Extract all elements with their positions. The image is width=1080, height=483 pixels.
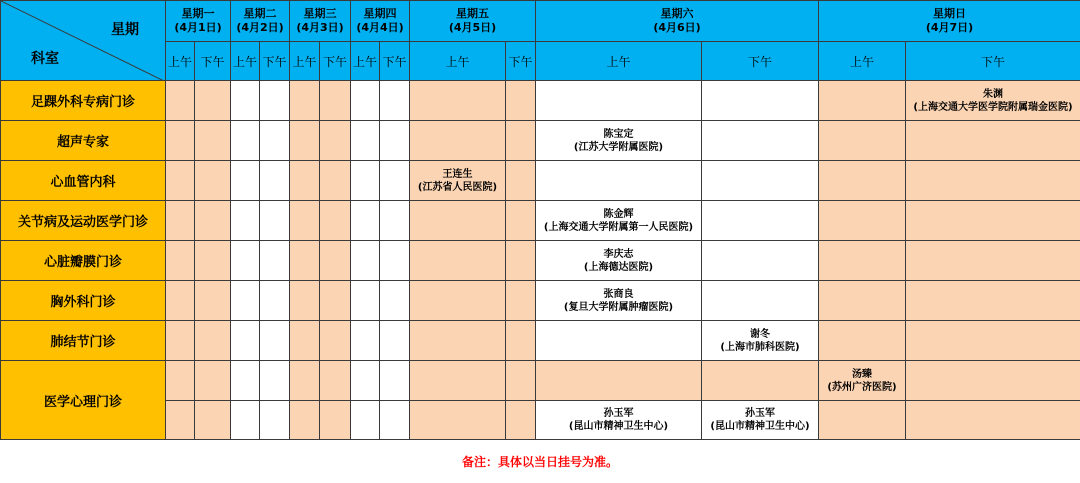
slot-cell	[410, 361, 506, 401]
slot-cell	[536, 81, 702, 121]
slot-cell	[260, 81, 290, 121]
dept-label: 科室	[31, 51, 59, 67]
slot-cell	[536, 161, 702, 201]
doctor-entry: 汤臻 (苏州广济医院)	[819, 361, 906, 401]
half-pm: 下午	[320, 42, 351, 81]
dept-name: 胸外科门诊	[1, 281, 166, 321]
slot-cell	[506, 401, 536, 440]
slot-cell	[410, 321, 506, 361]
slot-cell	[195, 121, 231, 161]
doctor-entry: 朱渊 (上海交通大学医学院附属瑞金医院)	[906, 81, 1080, 121]
slot-cell	[195, 361, 231, 401]
doctor-entry: 王连生 (江苏省人民医院)	[410, 161, 506, 201]
slot-cell	[231, 401, 260, 440]
table-row	[1, 361, 1080, 401]
day-header-wed: 星期三 (4月3日)	[290, 1, 351, 42]
doctor-entry: 孙玉军 (昆山市精神卫生中心)	[702, 401, 819, 440]
slot-cell	[290, 81, 320, 121]
slot-cell	[380, 281, 410, 321]
slot-cell	[320, 321, 351, 361]
table-row	[1, 201, 1080, 241]
slot-cell	[702, 121, 819, 161]
slot-cell	[819, 81, 906, 121]
slot-cell	[231, 241, 260, 281]
half-pm: 下午	[195, 42, 231, 81]
slot-cell	[702, 161, 819, 201]
slot-cell	[410, 121, 506, 161]
slot-cell	[166, 401, 195, 440]
slot-cell	[351, 241, 380, 281]
slot-cell	[351, 121, 380, 161]
table-row	[1, 241, 1080, 281]
doctor-entry: 张商良 (复旦大学附属肿瘤医院)	[536, 281, 702, 321]
doctor-entry: 孙玉军 (昆山市精神卫生中心)	[536, 401, 702, 440]
slot-cell	[260, 121, 290, 161]
half-pm: 下午	[506, 42, 536, 81]
slot-cell	[195, 281, 231, 321]
slot-cell	[506, 281, 536, 321]
slot-cell	[536, 321, 702, 361]
dept-name: 心血管内科	[1, 161, 166, 201]
day-header-mon: 星期一 (4月1日)	[166, 1, 231, 42]
slot-cell	[380, 401, 410, 440]
slot-cell	[231, 201, 260, 241]
slot-cell	[380, 81, 410, 121]
slot-cell	[166, 321, 195, 361]
slot-cell	[906, 201, 1080, 241]
slot-cell	[351, 361, 380, 401]
slot-cell	[260, 361, 290, 401]
slot-cell	[819, 201, 906, 241]
half-am: 上午	[290, 42, 320, 81]
table-row	[1, 281, 1080, 321]
slot-cell	[380, 201, 410, 241]
slot-cell	[320, 361, 351, 401]
half-am: 上午	[536, 42, 702, 81]
slot-cell	[906, 241, 1080, 281]
slot-cell	[351, 161, 380, 201]
slot-cell	[906, 161, 1080, 201]
slot-cell	[506, 201, 536, 241]
slot-cell	[260, 161, 290, 201]
day-header-tue: 星期二 (4月2日)	[231, 1, 290, 42]
half-am: 上午	[819, 42, 906, 81]
slot-cell	[351, 321, 380, 361]
slot-cell	[195, 81, 231, 121]
slot-cell	[351, 201, 380, 241]
slot-cell	[702, 241, 819, 281]
table-row	[1, 81, 1080, 121]
slot-cell	[231, 161, 260, 201]
slot-cell	[819, 161, 906, 201]
slot-cell	[536, 361, 702, 401]
slot-cell	[290, 281, 320, 321]
slot-cell	[320, 281, 351, 321]
slot-cell	[351, 81, 380, 121]
slot-cell	[819, 121, 906, 161]
slot-cell	[819, 321, 906, 361]
slot-cell	[290, 241, 320, 281]
slot-cell	[290, 401, 320, 440]
slot-cell	[260, 241, 290, 281]
footnote: 备注：具体以当日挂号为准。	[461, 455, 618, 469]
slot-cell	[380, 321, 410, 361]
slot-cell	[380, 121, 410, 161]
slot-cell	[320, 161, 351, 201]
dept-name: 超声专家	[1, 121, 166, 161]
slot-cell	[351, 281, 380, 321]
half-am: 上午	[410, 42, 506, 81]
slot-cell	[231, 281, 260, 321]
slot-cell	[195, 241, 231, 281]
slot-cell	[166, 161, 195, 201]
slot-cell	[380, 161, 410, 201]
slot-cell	[166, 81, 195, 121]
half-am: 上午	[166, 42, 195, 81]
slot-cell	[410, 81, 506, 121]
slot-cell	[166, 241, 195, 281]
slot-cell	[702, 281, 819, 321]
half-pm: 下午	[260, 42, 290, 81]
half-pm: 下午	[906, 42, 1080, 81]
slot-cell	[195, 401, 231, 440]
header-row-days	[1, 1, 1080, 42]
slot-cell	[290, 361, 320, 401]
table-row	[1, 321, 1080, 361]
slot-cell	[290, 201, 320, 241]
half-am: 上午	[351, 42, 380, 81]
slot-cell	[351, 401, 380, 440]
slot-cell	[819, 281, 906, 321]
slot-cell	[906, 281, 1080, 321]
slot-cell	[166, 281, 195, 321]
slot-cell	[320, 121, 351, 161]
day-header-thu: 星期四 (4月4日)	[351, 1, 410, 42]
slot-cell	[819, 401, 906, 440]
slot-cell	[195, 201, 231, 241]
slot-cell	[410, 241, 506, 281]
table-row	[1, 121, 1080, 161]
half-pm: 下午	[380, 42, 410, 81]
slot-cell	[906, 361, 1080, 401]
slot-cell	[320, 401, 351, 440]
day-header-sun: 星期日 (4月7日)	[819, 1, 1080, 42]
slot-cell	[320, 81, 351, 121]
slot-cell	[231, 81, 260, 121]
doctor-entry: 陈宝定 (江苏大学附属医院)	[536, 121, 702, 161]
slot-cell	[290, 121, 320, 161]
half-am: 上午	[231, 42, 260, 81]
dept-name: 关节病及运动医学门诊	[1, 201, 166, 241]
slot-cell	[819, 241, 906, 281]
doctor-entry: 李庆志 (上海德达医院)	[536, 241, 702, 281]
slot-cell	[166, 121, 195, 161]
slot-cell	[320, 241, 351, 281]
table-row	[1, 161, 1080, 201]
week-label: 星期	[111, 22, 139, 38]
dept-name: 足踝外科专病门诊	[1, 81, 166, 121]
slot-cell	[380, 241, 410, 281]
doctor-entry: 陈金辉 (上海交通大学附属第一人民医院)	[536, 201, 702, 241]
slot-cell	[195, 161, 231, 201]
dept-name: 医学心理门诊	[1, 361, 166, 440]
dept-name: 肺结节门诊	[1, 321, 166, 361]
slot-cell	[410, 281, 506, 321]
slot-cell	[702, 361, 819, 401]
slot-cell	[506, 81, 536, 121]
day-header-sat: 星期六 (4月6日)	[536, 1, 819, 42]
slot-cell	[166, 201, 195, 241]
slot-cell	[506, 121, 536, 161]
slot-cell	[906, 401, 1080, 440]
slot-cell	[506, 361, 536, 401]
slot-cell	[906, 321, 1080, 361]
slot-cell	[380, 361, 410, 401]
corner-header	[1, 1, 166, 81]
slot-cell	[410, 201, 506, 241]
slot-cell	[702, 81, 819, 121]
dept-name: 心脏瓣膜门诊	[1, 241, 166, 281]
slot-cell	[506, 321, 536, 361]
slot-cell	[166, 361, 195, 401]
slot-cell	[260, 201, 290, 241]
slot-cell	[506, 241, 536, 281]
slot-cell	[260, 321, 290, 361]
slot-cell	[231, 321, 260, 361]
slot-cell	[231, 121, 260, 161]
slot-cell	[410, 401, 506, 440]
slot-cell	[260, 401, 290, 440]
half-pm: 下午	[702, 42, 819, 81]
corner-diagonal	[1, 1, 166, 81]
slot-cell	[506, 161, 536, 201]
slot-cell	[290, 321, 320, 361]
slot-cell	[231, 361, 260, 401]
slot-cell	[702, 201, 819, 241]
slot-cell	[260, 281, 290, 321]
doctor-entry: 谢冬 (上海市肺科医院)	[702, 321, 819, 361]
slot-cell	[320, 201, 351, 241]
slot-cell	[906, 121, 1080, 161]
slot-cell	[290, 161, 320, 201]
slot-cell	[195, 321, 231, 361]
day-header-fri: 星期五 (4月5日)	[410, 1, 536, 42]
